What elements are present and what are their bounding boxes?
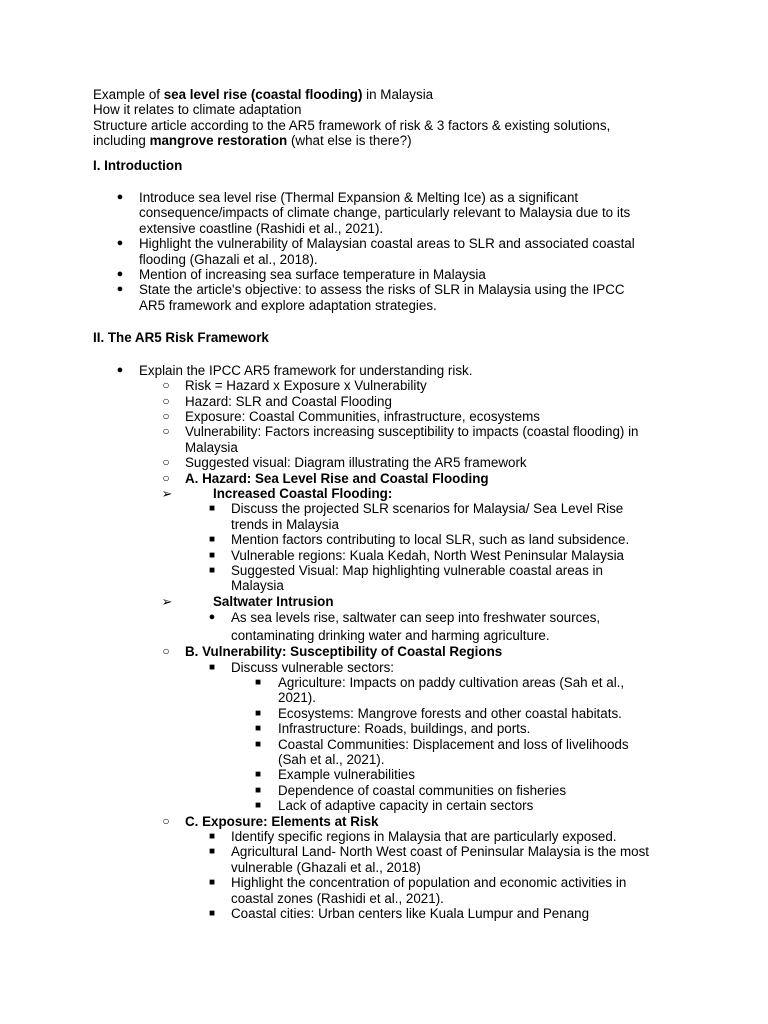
bullet-disc-icon: ●	[116, 237, 124, 250]
bullet-disc-icon: ●	[116, 268, 124, 281]
bullet-square-icon: ■	[208, 846, 216, 858]
list-item: ■ Infrastructure: Roads, buildings, and ports.	[93, 721, 693, 736]
bullet-square-icon: ■	[208, 549, 216, 561]
intro-line-4: including mangrove restoration (what else is there?)	[93, 133, 412, 149]
document-content	[93, 87, 693, 922]
subsection-a-heading: ○ A. Hazard: Sea Level Rise and Coastal Flooding	[93, 471, 693, 486]
list-item: ● Highlight the vulnerability of Malaysian coastal areas to SLR and associated coastal flooding (Ghazali et al., 2018).	[93, 236, 693, 267]
arrow-bullet-icon: ➢	[161, 593, 173, 609]
bullet-square-icon: ■	[254, 707, 262, 719]
bullet-circle-icon: ○	[162, 393, 170, 408]
list-item: ● Introduce sea level rise (Thermal Expansion & Melting Ice) as a significant consequence/impacts of climate change, particularly relevant to Malaysia due to its extensive coastline (Rashidi et al., 2021).	[93, 190, 693, 236]
arrow-bullet-icon: ➢	[161, 485, 173, 501]
list-item: ■ Coastal cities: Urban centers like Kuala Lumpur and Penang	[93, 906, 693, 921]
saltwater-heading: ➢ Saltwater Intrusion	[93, 594, 693, 609]
list-item: ● State the article's objective: to assess the risks of SLR in Malaysia using the IPCC AR5 framework and explore adaptation strategies.	[93, 282, 693, 313]
section-2-list	[93, 363, 693, 922]
section-2-heading: II. The AR5 Risk Framework	[93, 330, 269, 346]
bullet-circle-icon: ○	[162, 408, 170, 423]
list-item: ■ Discuss the projected SLR scenarios for Malaysia/ Sea Level Rise trends in Malaysia	[93, 501, 693, 532]
list-item: ■ Mention factors contributing to local SLR, such as land subsidence.	[93, 532, 693, 547]
flooding-heading: ➢ Increased Coastal Flooding:	[93, 486, 693, 501]
bullet-square-icon: ■	[208, 661, 216, 673]
list-item: ■ Discuss vulnerable sectors:	[93, 660, 693, 675]
bullet-square-icon: ■	[208, 534, 216, 546]
list-item: ○ Suggested visual: Diagram illustrating the AR5 framework	[93, 455, 693, 470]
intro-line-3: Structure article according to the AR5 framework of risk & 3 factors & existing solutions,	[93, 117, 611, 133]
intro-line-2: How it relates to climate adaptation	[93, 102, 302, 118]
list-item: ■ Highlight the concentration of population and economic activities in coastal zones (Rashidi et al., 2021).	[93, 875, 693, 906]
list-item: ● As sea levels rise, saltwater can seep into freshwater sources, contaminating drinking water and harming agriculture.	[93, 609, 693, 644]
list-item: ■ Ecosystems: Mangrove forests and other coastal habitats.	[93, 706, 693, 721]
list-item: ○ Risk = Hazard x Exposure x Vulnerability	[93, 378, 693, 393]
list-item: ○ Exposure: Coastal Communities, infrastructure, ecosystems	[93, 409, 693, 424]
list-item: ■ Dependence of coastal communities on fisheries	[93, 783, 693, 798]
bullet-circle-icon: ○	[162, 455, 170, 470]
list-item: ○ Hazard: SLR and Coastal Flooding	[93, 394, 693, 409]
subsection-c-heading: ○ C. Exposure: Elements at Risk	[93, 814, 693, 829]
bullet-circle-icon: ○	[162, 470, 170, 485]
list-item: ■ Coastal Communities: Displacement and loss of livelihoods (Sah et al., 2021).	[93, 737, 693, 768]
bullet-square-icon: ■	[254, 769, 262, 781]
list-item: ■ Agricultural Land- North West coast of Peninsular Malaysia is the most vulnerable (Ghazali et al., 2018)	[93, 844, 693, 875]
bullet-square-icon: ■	[254, 723, 262, 735]
section-1-list	[93, 190, 693, 313]
bullet-square-icon: ■	[208, 503, 216, 515]
bullet-square-icon: ■	[254, 677, 262, 688]
list-item: ■ Lack of adaptive capacity in certain sectors	[93, 798, 693, 813]
bullet-disc-icon: ●	[116, 191, 124, 204]
bullet-square-icon: ■	[208, 877, 216, 889]
subsection-b-heading: ○ B. Vulnerability: Susceptibility of Coastal Regions	[93, 644, 693, 659]
bullet-square-icon: ■	[254, 784, 262, 796]
bullet-circle-icon: ○	[162, 424, 170, 439]
bullet-square-icon: ■	[254, 738, 262, 750]
bullet-square-icon: ■	[254, 800, 262, 812]
intro-line-1: Example of sea level rise (coastal flooding) in Malaysia	[93, 87, 434, 102]
list-item: ● Explain the IPCC AR5 framework for understanding risk.	[93, 363, 693, 378]
bullet-circle-icon: ○	[162, 378, 170, 393]
bullet-square-icon: ■	[208, 564, 216, 576]
list-item: ● Mention of increasing sea surface temperature in Malaysia	[93, 267, 693, 282]
bullet-square-icon: ■	[208, 831, 216, 843]
list-item: ■ Suggested Visual: Map highlighting vulnerable coastal areas in Malaysia	[93, 563, 693, 594]
list-item: ■ Example vulnerabilities	[93, 767, 693, 782]
list-item: ■ Vulnerable regions: Kuala Kedah, North West Peninsular Malaysia	[93, 548, 693, 563]
bullet-disc-icon: ●	[116, 283, 124, 296]
list-item: ○ Vulnerability: Factors increasing susceptibility to impacts (coastal flooding) in Malaysia	[93, 424, 693, 455]
bullet-disc-icon: ●	[208, 611, 216, 624]
section-1-heading: I. Introduction	[93, 157, 183, 173]
bullet-square-icon: ■	[208, 908, 216, 920]
bullet-circle-icon: ○	[162, 644, 170, 659]
list-item: ■ Agriculture: Impacts on paddy cultivation areas (Sah et al., 2021).	[93, 675, 693, 706]
bullet-disc-icon: ●	[116, 363, 124, 376]
list-item: ■ Identify specific regions in Malaysia that are particularly exposed.	[93, 829, 693, 844]
bullet-circle-icon: ○	[162, 813, 170, 828]
